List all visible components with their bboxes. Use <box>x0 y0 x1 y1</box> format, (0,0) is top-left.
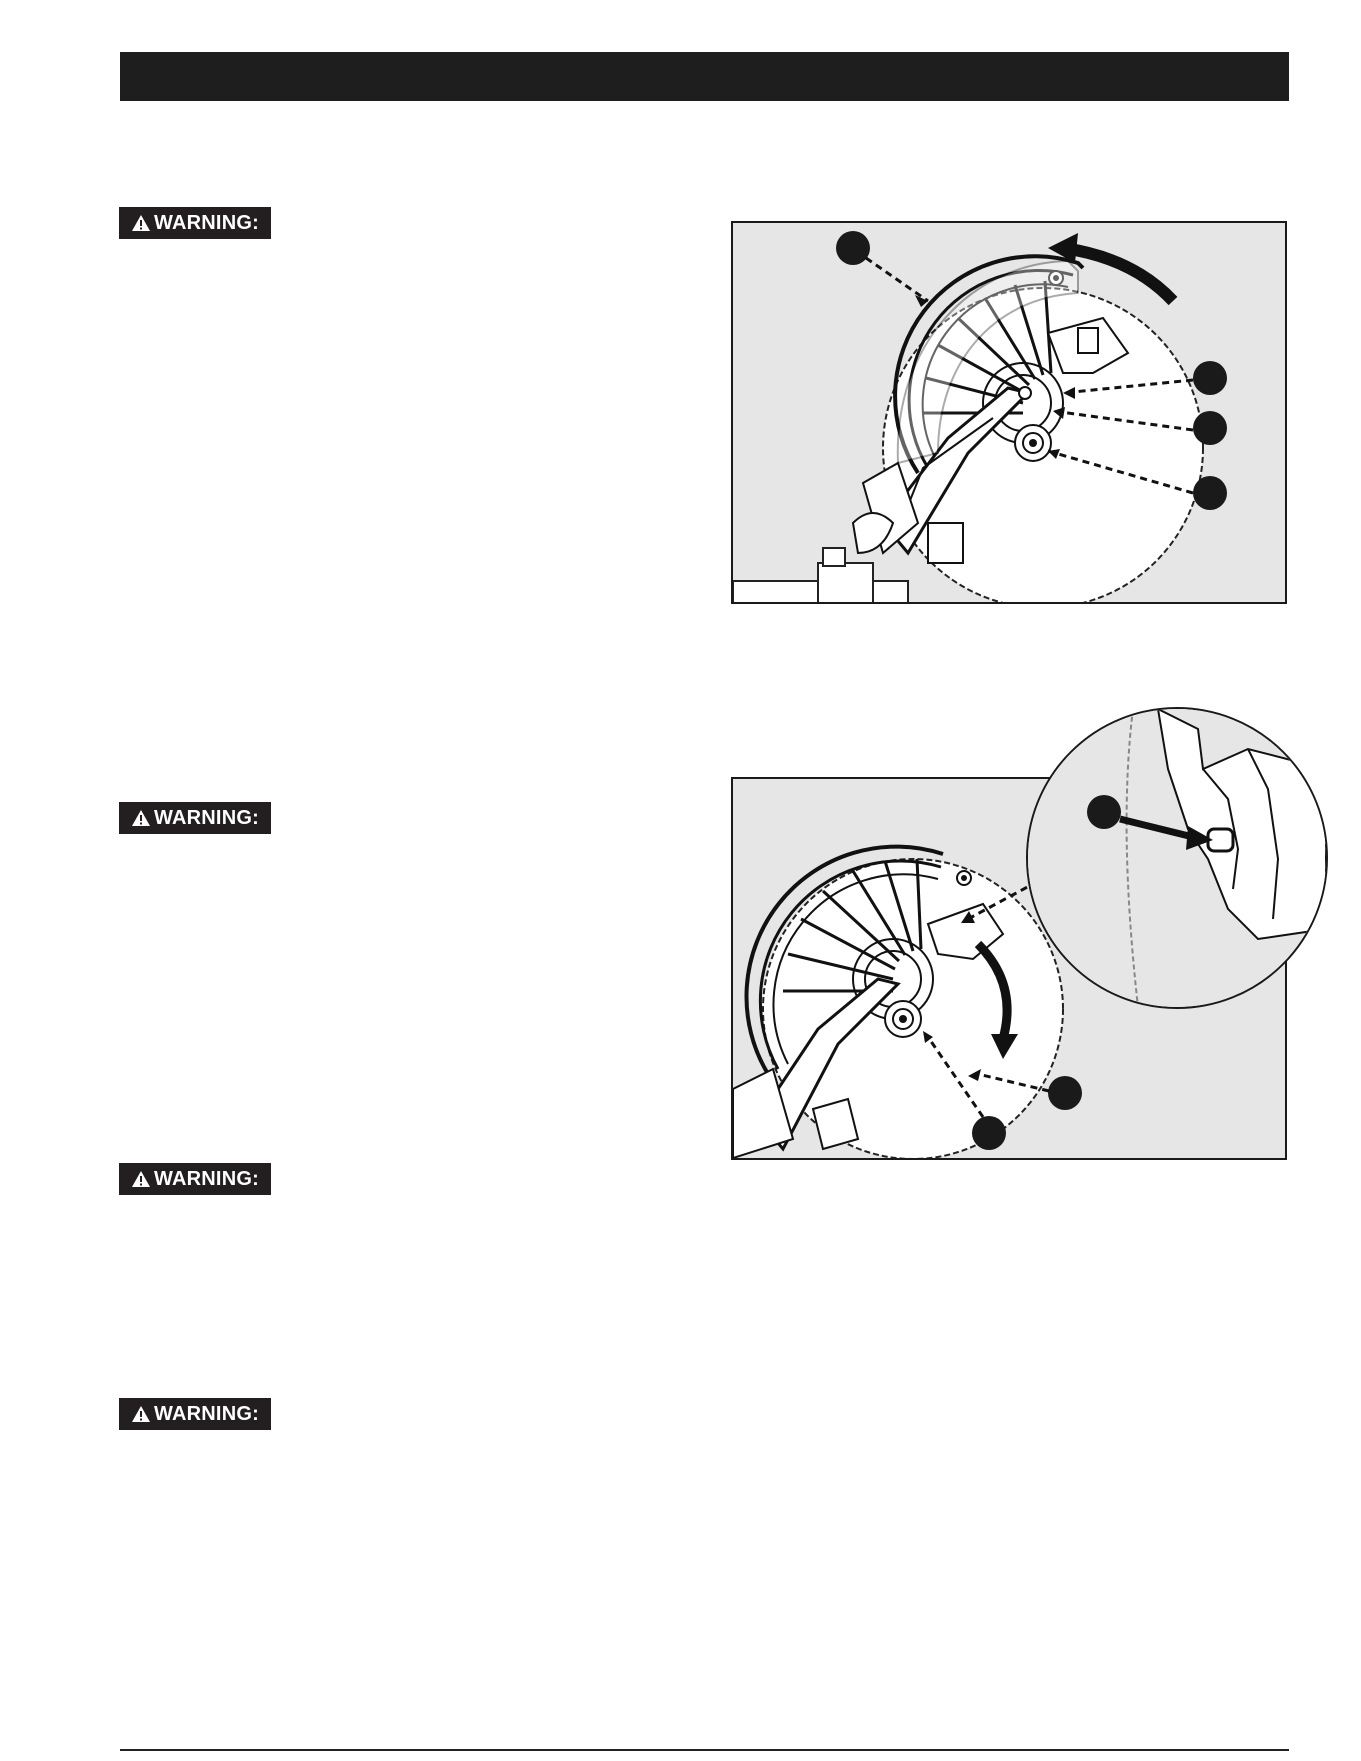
figure-blade-guard-raise <box>731 221 1287 604</box>
miter-saw-illustration <box>733 223 1285 602</box>
warning-label: WARNING: <box>154 211 259 234</box>
warning-label: WARNING: <box>154 1402 259 1425</box>
warning-triangle-icon <box>131 809 151 827</box>
warning-badge <box>119 1398 271 1430</box>
zoom-illustration <box>1028 709 1326 1007</box>
warning-label: WARNING: <box>154 1167 259 1190</box>
zoom-inset-blade-lock <box>1026 707 1328 1009</box>
warning-triangle-icon <box>131 1405 151 1423</box>
section-header-bar <box>120 52 1289 101</box>
warning-triangle-icon <box>131 1170 151 1188</box>
warning-badge <box>119 1163 271 1195</box>
warning-triangle-icon <box>131 214 151 232</box>
warning-label: WARNING: <box>154 806 259 829</box>
footer-rule <box>120 1749 1289 1751</box>
warning-badge <box>119 802 271 834</box>
warning-badge <box>119 207 271 239</box>
